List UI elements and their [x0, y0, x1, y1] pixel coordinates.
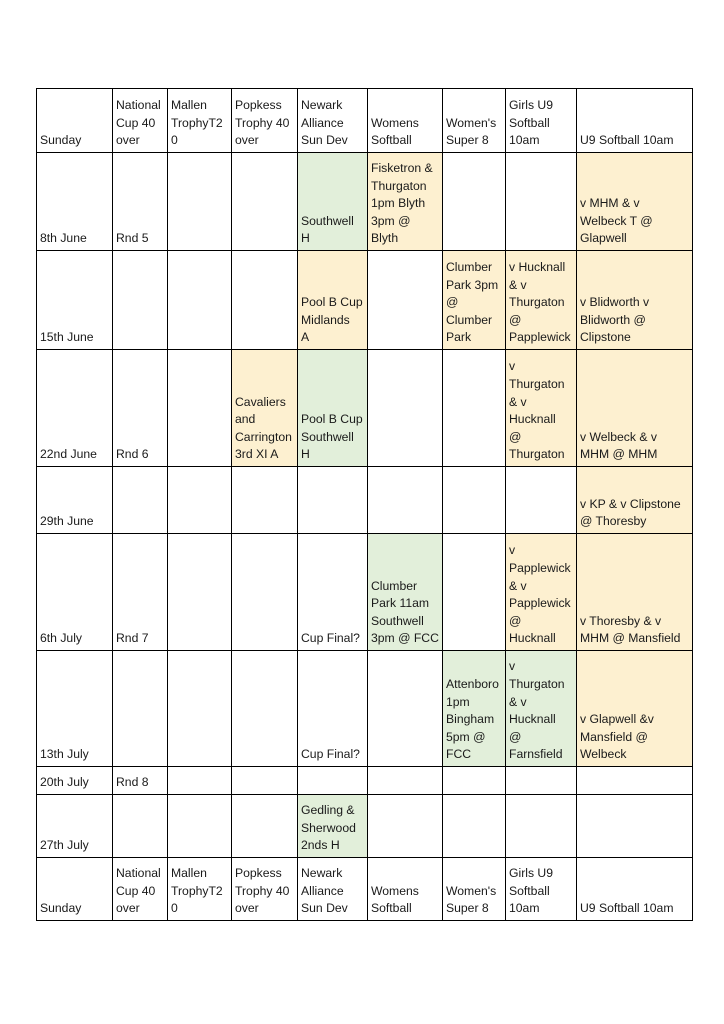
cell-text: v Hucknall — [509, 260, 566, 275]
cell-text: Women's — [446, 883, 497, 898]
header-cell — [168, 858, 232, 921]
date-cell — [37, 767, 113, 795]
header-cell — [368, 89, 443, 153]
fixture-cell — [443, 534, 506, 651]
cell-text: Park 11am — [371, 596, 430, 611]
cell-text: @ Thoresby — [580, 514, 647, 529]
fixture-cell — [577, 651, 693, 767]
table-row — [37, 350, 693, 467]
cell-text: v Glapwell &v — [580, 712, 654, 727]
fixture-cell — [232, 251, 298, 350]
cell-text: @ — [509, 729, 522, 744]
cell-text: Clumber — [446, 312, 493, 327]
cell-text: TrophyT20 — [171, 115, 223, 148]
fixture-cell — [113, 651, 168, 767]
header-cell — [368, 858, 443, 921]
date-cell — [37, 153, 113, 251]
cell-text: 10am — [509, 133, 540, 148]
fixture-cell — [168, 467, 232, 534]
cell-text: Womens — [371, 115, 419, 130]
cell-text: TrophyT20 — [171, 883, 223, 916]
cell-text: FCC — [446, 747, 472, 762]
fixture-cell — [443, 467, 506, 534]
cell-text: MHM @ Mansfield — [580, 631, 681, 646]
cell-text: 22nd June — [40, 447, 97, 462]
cell-text: Cup 40 — [116, 883, 156, 898]
cell-text: Rnd 5 — [116, 231, 149, 246]
cell-text: Sun Dev — [301, 133, 348, 148]
cell-text: Popkess — [235, 866, 282, 881]
fixture-cell — [168, 795, 232, 858]
cell-text: U9 Softball 10am — [580, 901, 674, 916]
cell-text: Farnsfield — [509, 747, 563, 762]
fixture-cell — [298, 651, 368, 767]
cell-text: v — [509, 659, 516, 674]
cell-text: Softball — [371, 133, 412, 148]
fixture-cell — [232, 467, 298, 534]
fixture-cell — [577, 767, 693, 795]
cell-text: Super 8 — [446, 133, 489, 148]
fixture-cell — [368, 767, 443, 795]
cell-text: & v — [509, 277, 527, 292]
cell-text: @ — [509, 613, 522, 628]
cell-text: 3rd XI A — [235, 447, 279, 462]
header-cell — [37, 89, 113, 153]
cell-text: Southwell — [301, 213, 354, 228]
cell-text: and — [235, 412, 256, 427]
cell-text: Thurgaton — [509, 295, 565, 310]
fixture-cell — [232, 350, 298, 467]
fixtures-table — [36, 88, 693, 921]
cell-text: Girls U9 — [509, 866, 554, 881]
header-cell — [113, 89, 168, 153]
cell-text: Southwell — [301, 429, 354, 444]
fixture-cell — [113, 350, 168, 467]
fixture-cell — [113, 534, 168, 651]
cell-text: & v — [509, 694, 527, 709]
cell-text: Womens — [371, 883, 419, 898]
fixture-cell — [443, 153, 506, 251]
cell-text: Clipstone — [580, 330, 631, 345]
table-row — [37, 534, 693, 651]
fixture-cell — [168, 350, 232, 467]
fixture-cell — [506, 767, 577, 795]
cell-text: v KP & v Clipstone — [580, 496, 681, 511]
fixture-cell — [232, 651, 298, 767]
cell-text: v Thoresby & v — [580, 613, 662, 628]
cell-text: v MHM & v — [580, 196, 640, 211]
fixture-cell — [232, 767, 298, 795]
cell-text: Pool B Cup — [301, 412, 363, 427]
fixture-cell — [368, 467, 443, 534]
table-row — [37, 251, 693, 350]
header-cell — [232, 858, 298, 921]
cell-text: Carrington — [235, 429, 292, 444]
cell-text: 3pm @ FCC — [371, 631, 439, 646]
header-cell — [37, 858, 113, 921]
fixture-cell — [506, 651, 577, 767]
cell-text: Sun Dev — [301, 901, 348, 916]
fixture-cell — [577, 350, 693, 467]
fixture-cell — [368, 153, 443, 251]
cell-text: Sherwood — [301, 820, 356, 835]
date-cell — [37, 534, 113, 651]
cell-text: Rnd 8 — [116, 775, 149, 790]
cell-text: 1pm Blyth — [371, 196, 426, 211]
fixture-cell — [232, 795, 298, 858]
fixture-cell — [232, 534, 298, 651]
cell-text: Newark — [301, 866, 343, 881]
cell-text: @ — [509, 312, 522, 327]
cell-text: over — [116, 901, 140, 916]
fixture-cell — [506, 467, 577, 534]
cell-text: 2nds H — [301, 838, 340, 853]
date-cell — [37, 651, 113, 767]
cell-text: Park 3pm — [446, 277, 499, 292]
fixture-cell — [113, 767, 168, 795]
cell-text: 3pm @ — [371, 213, 411, 228]
cell-text: A — [301, 330, 310, 345]
cell-text: National — [116, 98, 161, 113]
cell-text: over — [116, 133, 140, 148]
fixture-cell — [368, 795, 443, 858]
header-cell — [168, 89, 232, 153]
fixture-cell — [113, 467, 168, 534]
cell-text: Bingham — [446, 712, 495, 727]
cell-text: 10am — [509, 901, 540, 916]
cell-text: Cup Final? — [301, 747, 360, 762]
cell-text: Thurgaton — [509, 677, 565, 692]
cell-text: 6th July — [40, 631, 83, 646]
fixture-cell — [368, 534, 443, 651]
fixture-cell — [577, 467, 693, 534]
cell-text: v — [509, 543, 516, 558]
fixture-cell — [168, 767, 232, 795]
cell-text: Hucknall — [509, 631, 556, 646]
table-row — [37, 153, 693, 251]
header-cell — [232, 89, 298, 153]
header-cell — [298, 89, 368, 153]
fixture-cell — [298, 767, 368, 795]
date-cell — [37, 251, 113, 350]
header-cell — [443, 89, 506, 153]
cell-text: 8th June — [40, 231, 87, 246]
cell-text: Sunday — [40, 901, 82, 916]
cell-text: Welbeck — [580, 747, 627, 762]
fixture-cell — [298, 534, 368, 651]
cell-text: 20th July — [40, 775, 89, 790]
cell-text: Alliance — [301, 115, 344, 130]
fixture-cell — [168, 153, 232, 251]
cell-text: over — [235, 901, 259, 916]
cell-text: 29th June — [40, 514, 94, 529]
cell-text: Women's — [446, 115, 497, 130]
fixture-cell — [443, 651, 506, 767]
cell-text: Thurgaton — [509, 447, 565, 462]
cell-text: Sunday — [40, 133, 82, 148]
cell-text: Hucknall — [509, 712, 556, 727]
table-row — [37, 651, 693, 767]
cell-text: Papplewick — [509, 330, 571, 345]
header-cell — [113, 858, 168, 921]
cell-text: Blidworth @ — [580, 312, 646, 327]
cell-text: MHM @ MHM — [580, 447, 658, 462]
fixture-cell — [232, 153, 298, 251]
cell-text: Cup 40 — [116, 115, 156, 130]
fixture-cell — [298, 153, 368, 251]
fixture-cell — [113, 795, 168, 858]
cell-text: Papplewick — [509, 561, 571, 576]
table-row — [37, 795, 693, 858]
cell-text: 5pm @ — [446, 729, 486, 744]
fixture-cell — [506, 350, 577, 467]
cell-text: Hucknall — [509, 412, 556, 427]
cell-text: Welbeck T @ — [580, 213, 653, 228]
fixture-cell — [506, 534, 577, 651]
cell-text: Trophy 40 — [235, 883, 290, 898]
cell-text: Mansfield @ — [580, 729, 648, 744]
cell-text: Newark — [301, 98, 343, 113]
cell-text: Rnd 6 — [116, 447, 149, 462]
cell-text: Pool B Cup — [301, 295, 363, 310]
date-cell — [37, 467, 113, 534]
cell-text: Blyth — [371, 231, 399, 246]
cell-text: Midlands — [301, 312, 350, 327]
cell-text: Mallen — [171, 866, 207, 881]
header-cell — [298, 858, 368, 921]
cell-text: Thurgaton — [509, 377, 565, 392]
cell-text: v Blidworth v — [580, 295, 650, 310]
footer-header-row — [37, 858, 693, 921]
cell-text: Park — [446, 330, 472, 345]
cell-text: & v — [509, 394, 527, 409]
cell-text: Super 8 — [446, 901, 489, 916]
cell-text: Girls U9 — [509, 98, 554, 113]
fixture-cell — [577, 534, 693, 651]
cell-text: Trophy 40 — [235, 115, 290, 130]
fixture-cell — [443, 350, 506, 467]
header-row — [37, 89, 693, 153]
cell-text: Mallen — [171, 98, 207, 113]
cell-text: Southwell — [371, 613, 424, 628]
fixture-cell — [368, 251, 443, 350]
cell-text: Softball — [371, 901, 412, 916]
fixture-cell — [443, 251, 506, 350]
fixture-cell — [443, 795, 506, 858]
cell-text: Cup Final? — [301, 631, 360, 646]
header-cell — [506, 858, 577, 921]
cell-text: v — [509, 359, 516, 374]
cell-text: 15th June — [40, 330, 94, 345]
cell-text: Fisketron & — [371, 161, 433, 176]
fixture-cell — [168, 651, 232, 767]
header-cell — [577, 858, 693, 921]
cell-text: Popkess — [235, 98, 282, 113]
fixture-cell — [298, 467, 368, 534]
cell-text: & v — [509, 578, 527, 593]
cell-text: 13th July — [40, 747, 89, 762]
cell-text: Rnd 7 — [116, 631, 149, 646]
cell-text: Clumber — [446, 260, 493, 275]
cell-text: Thurgaton — [371, 178, 427, 193]
fixture-cell — [506, 251, 577, 350]
fixture-cell — [368, 651, 443, 767]
fixture-cell — [577, 153, 693, 251]
fixture-cell — [113, 251, 168, 350]
header-cell — [577, 89, 693, 153]
cell-text: Glapwell — [580, 231, 627, 246]
fixture-cell — [577, 795, 693, 858]
cell-text: Clumber — [371, 578, 418, 593]
cell-text: Gedling & — [301, 803, 355, 818]
date-cell — [37, 795, 113, 858]
cell-text: Papplewick — [509, 596, 571, 611]
fixture-cell — [168, 251, 232, 350]
header-cell — [443, 858, 506, 921]
cell-text: @ — [509, 429, 522, 444]
cell-text: Alliance — [301, 883, 344, 898]
table-row — [37, 767, 693, 795]
fixture-cell — [577, 251, 693, 350]
cell-text: H — [301, 231, 310, 246]
cell-text: Attenboro — [446, 677, 499, 692]
fixture-cell — [506, 795, 577, 858]
cell-text: 1pm — [446, 694, 470, 709]
header-cell — [506, 89, 577, 153]
fixture-cell — [506, 153, 577, 251]
fixture-cell — [113, 153, 168, 251]
cell-text: Softball — [509, 115, 550, 130]
cell-text: H — [301, 447, 310, 462]
fixture-cell — [443, 767, 506, 795]
cell-text: @ — [446, 295, 459, 310]
cell-text: over — [235, 133, 259, 148]
cell-text: 27th July — [40, 838, 89, 853]
cell-text: Softball — [509, 883, 550, 898]
cell-text: v Welbeck & v — [580, 429, 657, 444]
cell-text: National — [116, 866, 161, 881]
date-cell — [37, 350, 113, 467]
cell-text: U9 Softball 10am — [580, 133, 674, 148]
cell-text: Cavaliers — [235, 394, 286, 409]
fixture-cell — [298, 350, 368, 467]
table-row — [37, 467, 693, 534]
fixture-cell — [298, 795, 368, 858]
fixture-cell — [368, 350, 443, 467]
fixture-cell — [168, 534, 232, 651]
fixture-cell — [298, 251, 368, 350]
